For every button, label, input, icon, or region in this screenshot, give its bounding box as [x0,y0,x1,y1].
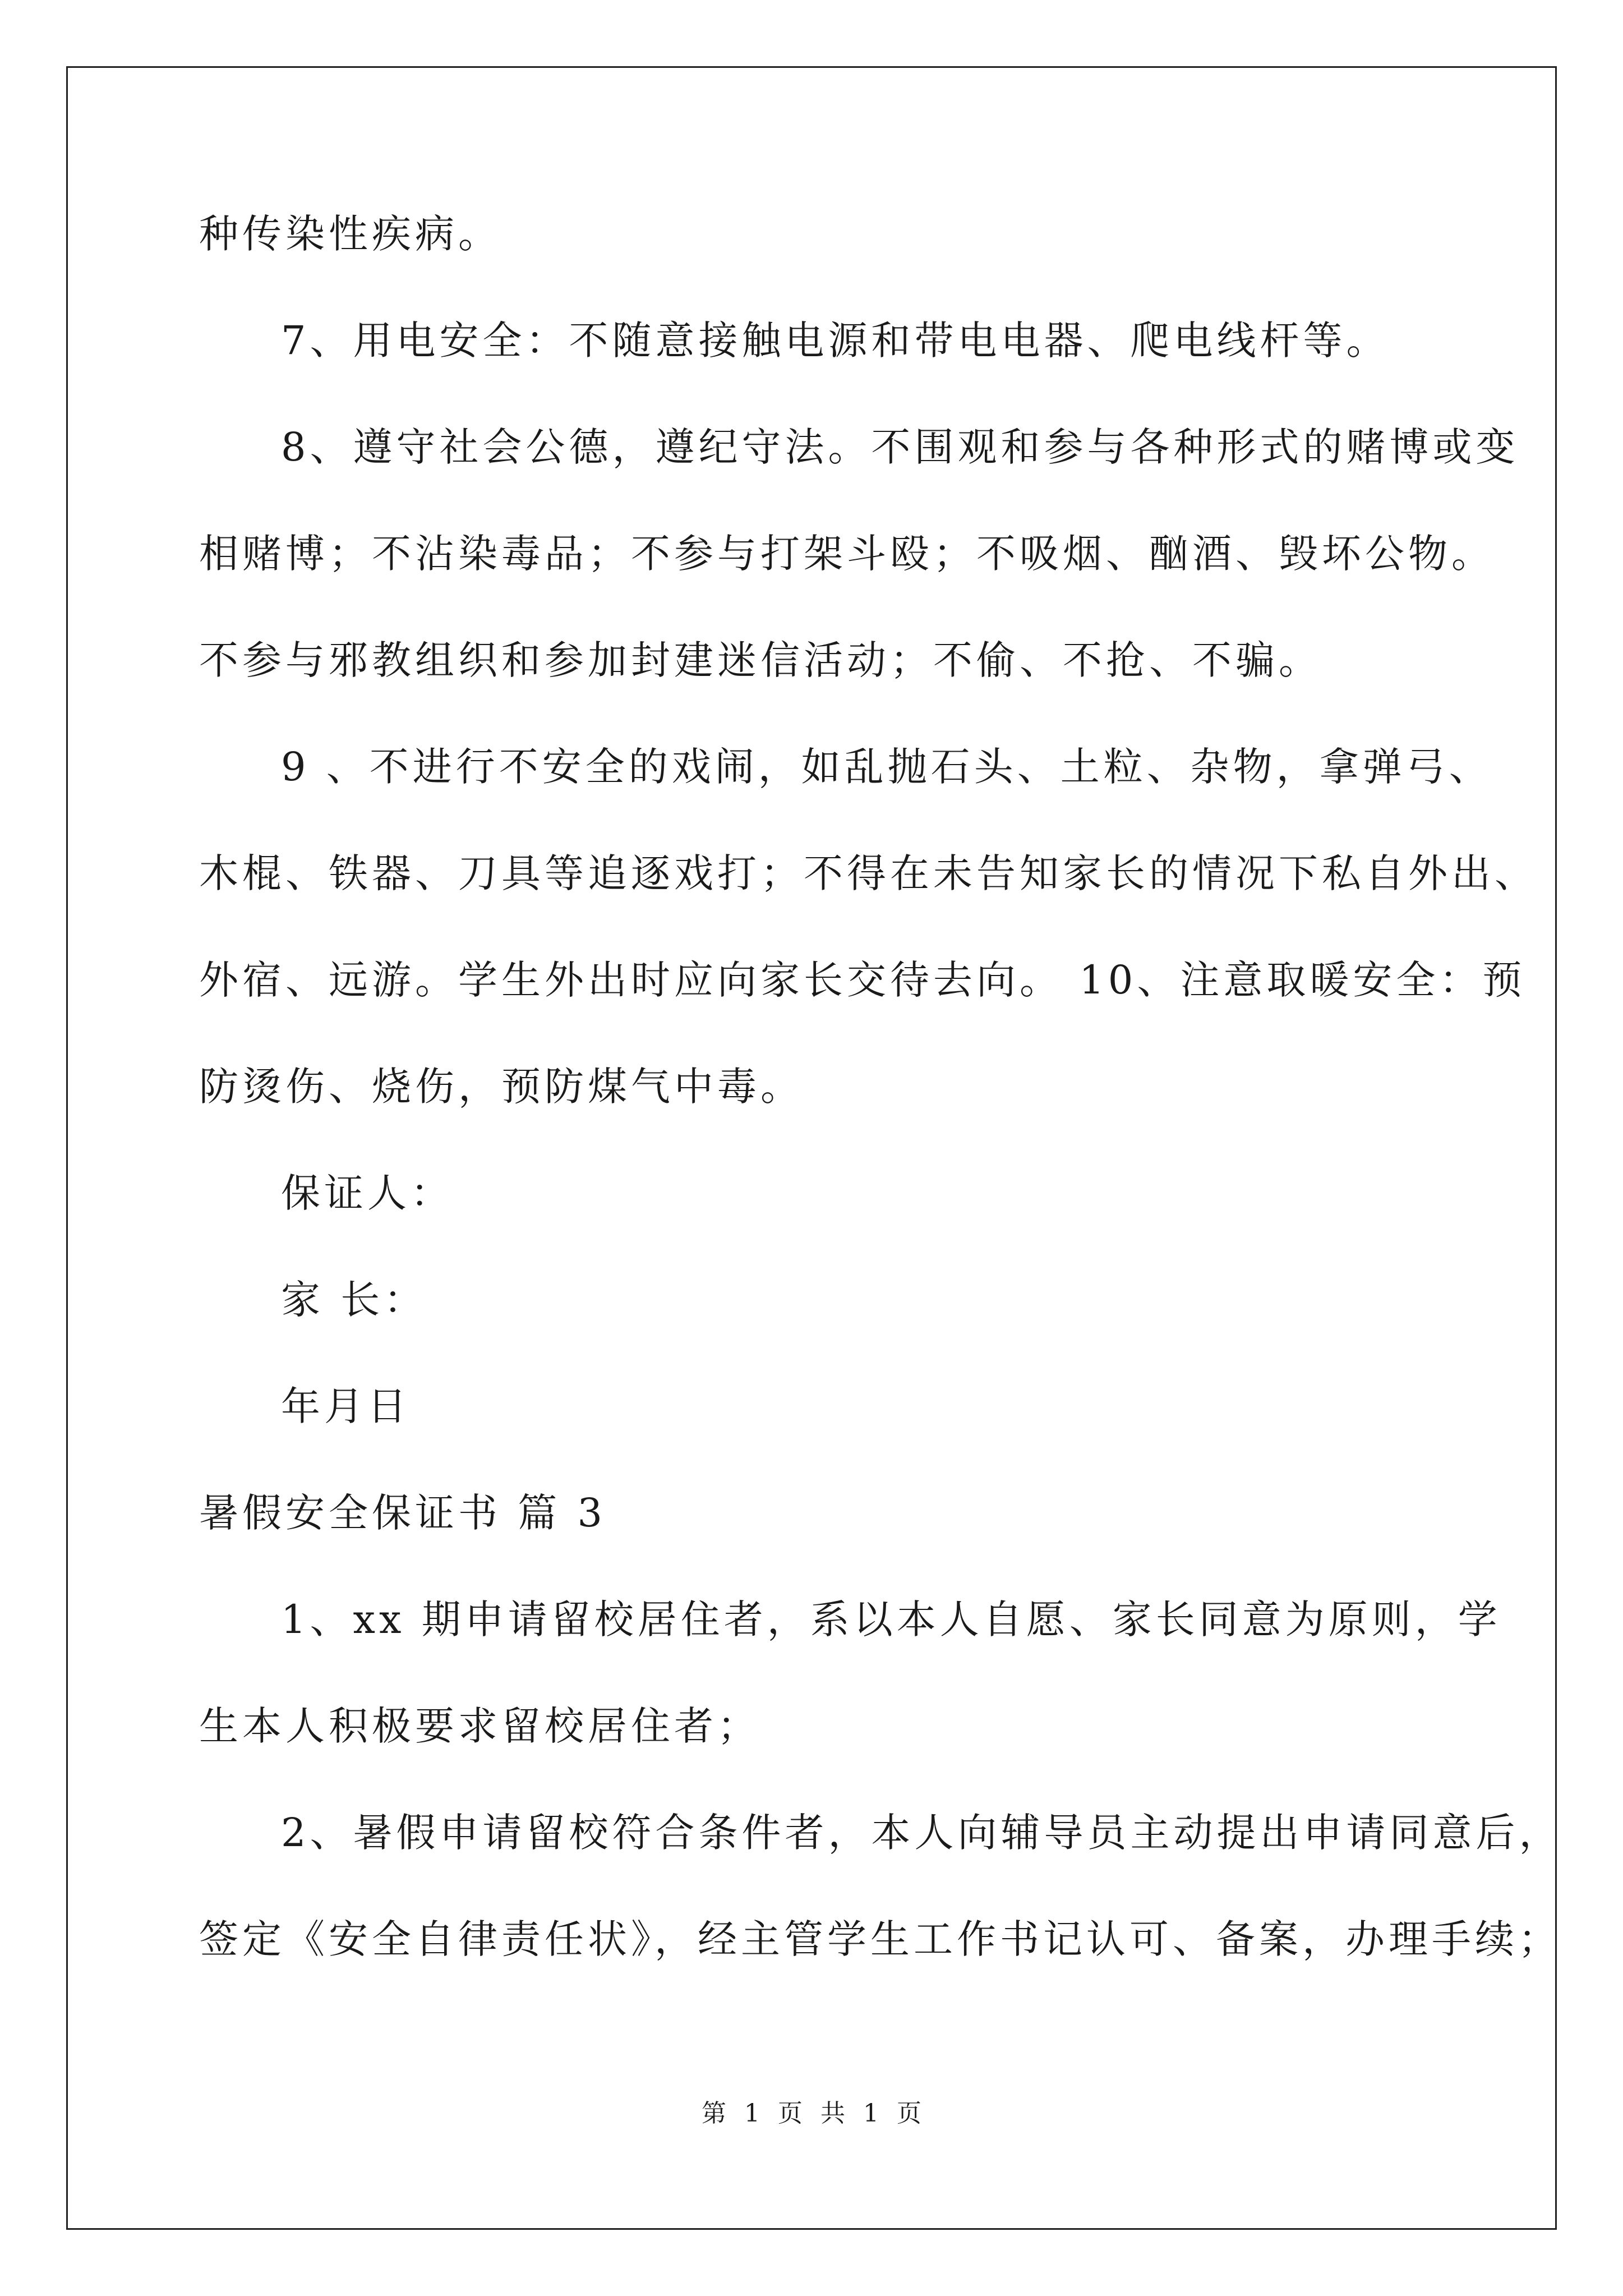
text-line: 防烫伤、烧伤，预防煤气中毒。 [199,1064,804,1110]
text-line: 2、暑假申请留校符合条件者，本人向辅导员主动提出申请同意后， [281,1810,1562,1856]
text-line: 外宿、远游。学生外出时应向家长交待去向。 10、注意取暖安全：预 [199,957,1526,1003]
text-line: 9 、不进行不安全的戏闹，如乱抛石头、土粒、杂物，拿弹弓、 [281,744,1492,790]
text-line: 木棍、铁器、刀具等追逐戏打；不得在未告知家长的情况下私自外出、 [199,850,1538,896]
text-line: 1、xx 期申请留校居住者，系以本人自愿、家长同意为原则，学 [281,1596,1501,1642]
date-label: 年月日 [281,1383,411,1429]
section-heading: 暑假安全保证书 篇 3 [199,1490,607,1536]
signature-label: 保证人： [281,1170,454,1216]
text-line: 签定《安全自律责任状》，经主管学生工作书记认可、备案，办理手续； [199,1916,1561,1962]
text-line: 相赌博；不沾染毒品；不参与打架斗殴；不吸烟、酗酒、毁坏公物。 [199,531,1495,577]
page-border [66,66,1557,2230]
text-line: 生本人积极要求留校居住者； [199,1703,760,1749]
text-line: 8、遵守社会公德，遵纪守法。不围观和参与各种形式的赌博或变 [281,424,1519,470]
parent-label: 家 长： [281,1277,427,1323]
text-line: 种传染性疾病。 [199,211,501,257]
text-line: 7、用电安全：不随意接触电源和带电电器、爬电线杆等。 [281,318,1390,364]
page-number: 第 1 页 共 1 页 [702,2099,921,2128]
text-line: 不参与邪教组织和参加封建迷信活动；不偷、不抢、不骗。 [199,637,1322,683]
